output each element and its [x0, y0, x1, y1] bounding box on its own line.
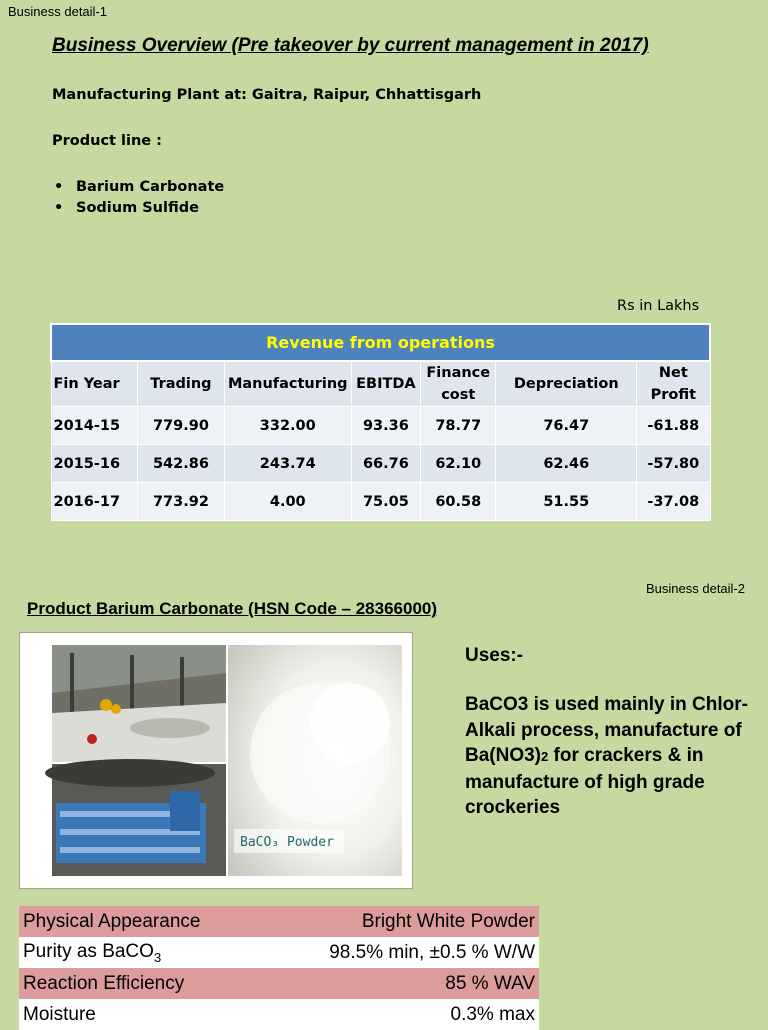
spec-label: Purity as BaCO: [23, 940, 154, 962]
table-cell: -61.88: [637, 407, 710, 445]
spec-value: 0.3% max: [261, 999, 539, 1030]
filter-press-photo: [45, 759, 226, 876]
uses-heading: Uses:-: [465, 645, 524, 666]
table-cell: 243.74: [224, 445, 351, 483]
col-header: EBITDA: [351, 361, 420, 407]
product-item: • Barium Carbonate: [76, 179, 224, 195]
spec-label-subscript: 3: [153, 949, 162, 965]
uses-text-cont: for crackers & in manufacture of high grade crockeries: [465, 745, 705, 818]
spec-value: 98.5% min, ±0.5 % W/W: [261, 937, 539, 968]
col-header: Finance cost: [421, 361, 496, 407]
table-cell: -37.08: [637, 483, 710, 521]
table-cell: 2015-16: [51, 445, 138, 483]
table-cell: 75.05: [351, 483, 420, 521]
product-photo-panel: [19, 632, 413, 889]
table-cell: 76.47: [496, 407, 637, 445]
spec-label: Moisture: [19, 999, 261, 1030]
spec-row: [19, 937, 539, 968]
table-row: [51, 483, 710, 521]
table-cell: 332.00: [224, 407, 351, 445]
table-cell: 2016-17: [51, 483, 138, 521]
spec-label: Physical Appearance: [19, 906, 261, 937]
col-header: Net Profit: [637, 361, 710, 407]
product-list: [54, 179, 224, 221]
factory-floor-photo: [52, 645, 226, 762]
spec-row: [19, 968, 539, 999]
revenue-table: [50, 323, 711, 521]
spec-table: [19, 906, 539, 1030]
col-header: Manufacturing: [224, 361, 351, 407]
page-title: Business Overview (Pre takeover by current management in 2017): [52, 35, 649, 56]
plant-location: Manufacturing Plant at: Gaitra, Raipur, Chhattisgarh: [52, 87, 482, 103]
page-label-2: Business detail-2: [646, 581, 745, 596]
table-cell: 542.86: [138, 445, 225, 483]
product-line-label: Product line :: [52, 133, 162, 149]
product-item: • Sodium Sulfide: [76, 200, 224, 216]
uses-description: [465, 692, 755, 821]
table-cell: 78.77: [421, 407, 496, 445]
page-label-1: Business detail-1: [8, 4, 107, 19]
table-cell: 66.76: [351, 445, 420, 483]
table-cell: 51.55: [496, 483, 637, 521]
table-cell: 4.00: [224, 483, 351, 521]
table-cell: 773.92: [138, 483, 225, 521]
table-cell: 2014-15: [51, 407, 138, 445]
table-header-row: [51, 361, 710, 407]
spec-row: [19, 906, 539, 937]
table-cell: 60.58: [421, 483, 496, 521]
uses-subscript: 2: [541, 749, 549, 764]
photo-caption: BaCO₃ Powder: [240, 835, 334, 850]
table-row: [51, 407, 710, 445]
product-title: Product Barium Carbonate (HSN Code – 28366000): [27, 599, 438, 618]
table-cell: 62.46: [496, 445, 637, 483]
product-photos: [20, 633, 412, 888]
table-cell: 62.10: [421, 445, 496, 483]
table-title: Revenue from operations: [51, 324, 710, 361]
spec-value: 85 % WAV: [261, 968, 539, 999]
table-row: [51, 445, 710, 483]
col-header: Fin Year: [51, 361, 138, 407]
spec-row: [19, 999, 539, 1030]
uses-text: BaCO3 is used mainly in Chlor-Alkali process, manufacture of Ba(NO3): [465, 694, 748, 766]
col-header: Trading: [138, 361, 225, 407]
spec-label: Reaction Efficiency: [19, 968, 261, 999]
table-cell: 779.90: [138, 407, 225, 445]
spec-label-cell: [19, 937, 261, 968]
table-cell: -57.80: [637, 445, 710, 483]
spec-value: Bright White Powder: [261, 906, 539, 937]
units-label: Rs in Lakhs: [617, 298, 700, 314]
col-header: Depreciation: [496, 361, 637, 407]
table-cell: 93.36: [351, 407, 420, 445]
